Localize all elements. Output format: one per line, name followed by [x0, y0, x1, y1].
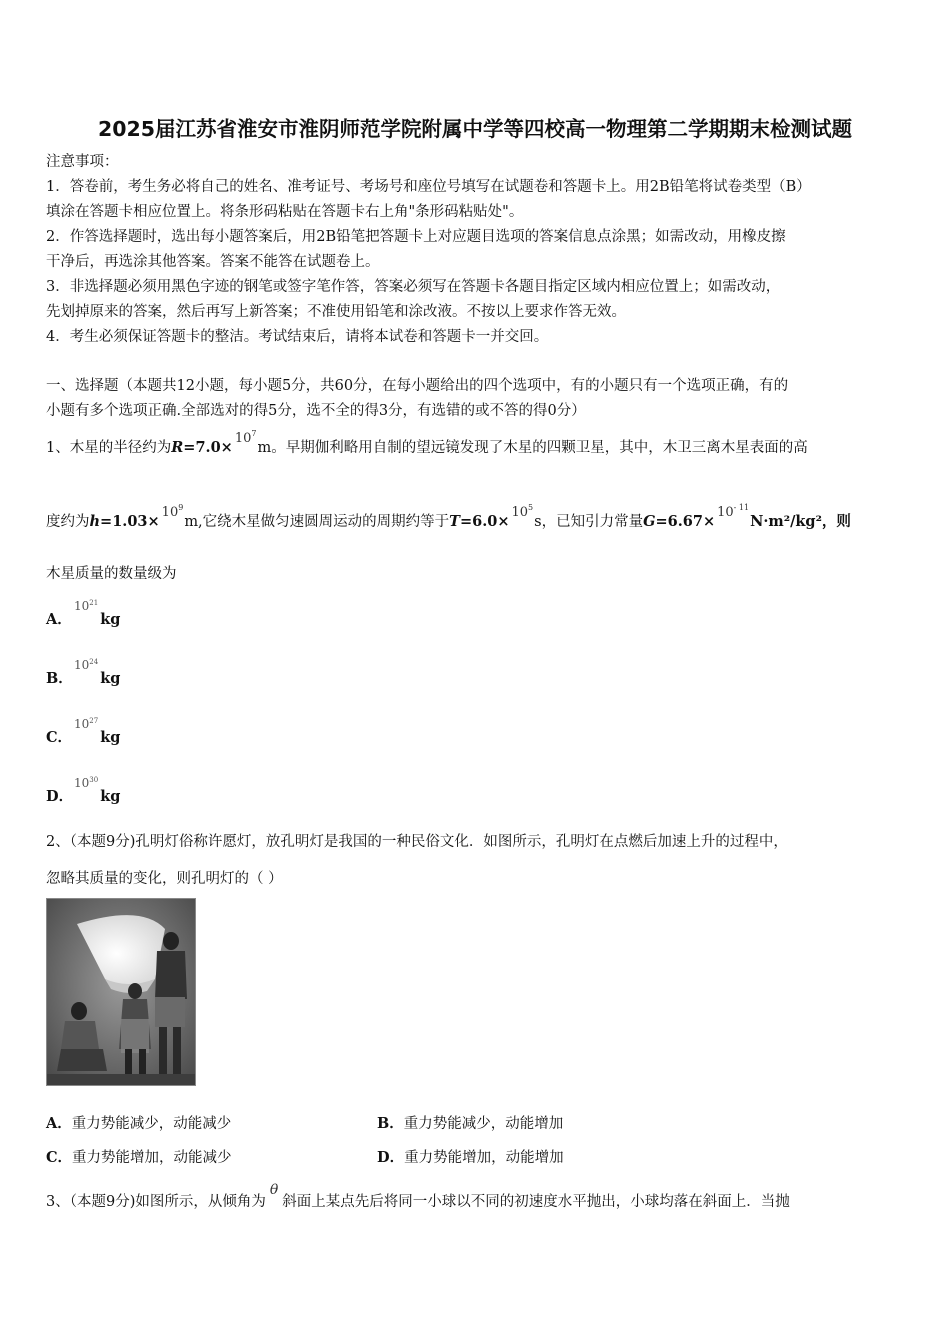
power-base: 10 [74, 717, 90, 731]
notes-line: 2．作答选择题时，选出每小题答案后，用2B铅笔把答题卡上对应题目选项的答案信息点涂黑；如需改动，用橡皮擦 [46, 229, 786, 245]
sky-lantern-illustration [47, 899, 196, 1086]
section-heading-line1: 一、选择题（本题共12小题，每小题5分，共60分，在每小题给出的四个选项中，有的小题只有一个选项正确，有的 [46, 378, 789, 394]
power-base: 10 [161, 505, 179, 520]
q1-option-c[interactable] [46, 717, 121, 747]
power-exp: 5 [528, 503, 534, 512]
option-text: 重力势能减少，动能减少 [71, 1116, 232, 1132]
notes-line: 4．考生必须保证答题卡的整洁。考试结束后，请将本试卷和答题卡一并交回。 [46, 329, 549, 345]
q1-var-g: G [643, 513, 656, 530]
q2-choice-d[interactable] [377, 1146, 564, 1167]
option-unit: kg [100, 729, 121, 746]
notes-line: 1．答卷前，考生务必将自己的姓名、准考证号、考场号和座位号填写在试题卷和答题卡上。用2B铅笔将试卷类型（B） [46, 179, 811, 195]
option-power [74, 717, 98, 731]
power-base: 10 [74, 599, 90, 613]
option-text: 重力势能减少，动能增加 [403, 1116, 564, 1132]
option-power [74, 658, 98, 672]
q2-line2: 忽略其质量的变化，则孔明灯的（ ） [46, 871, 283, 887]
option-letter: D． [46, 788, 74, 805]
q1-option-a[interactable] [46, 599, 121, 629]
q1-power [717, 505, 749, 520]
q1-option-b[interactable] [46, 658, 121, 688]
q1-num: =6.0× [459, 513, 510, 530]
notes-line: 干净后，再选涂其他答案。答案不能答在试题卷上。 [46, 254, 380, 270]
notes-line: 填涂在答题卡相应位置上。将条形码粘贴在答题卡右上角"条形码粘贴处"。 [46, 204, 524, 220]
q1-text: 度约为 [46, 514, 90, 530]
power-exp: - 11 [733, 503, 750, 512]
theta-symbol: θ [269, 1182, 279, 1198]
option-text: 重力势能增加，动能增加 [404, 1150, 564, 1166]
q1-power [512, 505, 534, 520]
power-exp: 27 [89, 717, 99, 725]
q2-choice-a[interactable] [46, 1112, 231, 1133]
q1-var-t: T [449, 513, 460, 530]
option-letter: B． [377, 1115, 404, 1132]
option-letter: B． [46, 670, 73, 687]
option-unit: kg [100, 611, 121, 628]
option-power [74, 599, 98, 613]
option-letter: A． [46, 1115, 72, 1132]
q1-line2 [46, 503, 851, 534]
sky-lantern-photo [46, 898, 196, 1086]
q1-num: =1.03× [100, 513, 160, 530]
notes-heading: 注意事项： [46, 154, 119, 170]
q2-choice-b[interactable] [377, 1112, 563, 1133]
power-exp: 21 [89, 599, 99, 607]
power-base: 10 [74, 776, 90, 790]
option-letter: D． [377, 1149, 405, 1166]
power-exp: 24 [89, 658, 99, 666]
q1-var-r: R [171, 439, 184, 456]
option-letter: C． [46, 1149, 73, 1166]
option-power [74, 776, 98, 790]
option-letter: C． [46, 729, 73, 746]
power-exp: 7 [251, 429, 257, 438]
q2-line1: 2、（本题9分)孔明灯俗称许愿灯，放孔明灯是我国的一种民俗文化．如图所示，孔明灯在点燃后加速上升的过程中， [46, 834, 788, 850]
q1-num: =7.0× [183, 439, 233, 456]
q1-var-h: h [89, 513, 101, 530]
power-base: 10 [511, 505, 529, 520]
page-title: 2025届江苏省淮安市淮阴师范学院附属中学等四校高一物理第二学期期末检测试题 [97, 117, 853, 141]
q2-choice-c[interactable] [46, 1146, 232, 1167]
q1-power [235, 431, 257, 446]
q1-line3: 木星质量的数量级为 [46, 566, 177, 582]
q1-text: m,它绕木星做匀速圆周运动的周期约等于 [184, 514, 450, 530]
q1-text: 1、木星的半径约为 [46, 440, 172, 456]
notes-line: 先划掉原来的答案，然后再写上新答案；不准使用铅笔和涂改液。不按以上要求作答无效。 [46, 304, 626, 320]
q1-unit: N·m²/kg²，则 [750, 513, 851, 530]
section-heading-line2: 小题有多个选项正确.全部选对的得5分，选不全的得3分，有选错的或不答的得0分） [46, 403, 586, 419]
power-base: 10 [717, 505, 734, 520]
option-letter: A． [46, 611, 72, 628]
q1-power [162, 505, 184, 520]
option-unit: kg [100, 788, 121, 805]
notes-line: 3．非选择题必须用黑色字迹的钢笔或签字笔作答，答案必须写在答题卡各题目指定区域内相应位置上；如需改动， [46, 279, 781, 295]
option-text: 重力势能增加，动能减少 [72, 1150, 232, 1166]
power-exp: 9 [178, 503, 184, 512]
q1-text: m。早期伽利略用自制的望远镜发现了木星的四颗卫星，其中，木卫三离木星表面的高 [257, 440, 808, 456]
q3-text: 斜面上某点先后将同一小球以不同的初速度水平抛出，小球均落在斜面上．当抛 [282, 1194, 790, 1210]
q1-option-d[interactable] [46, 776, 121, 806]
q1-num: =6.67× [655, 513, 716, 530]
q3-text: 3、（本题9分)如图所示，从倾角为 [46, 1194, 266, 1210]
q1-line1 [46, 429, 808, 460]
option-unit: kg [100, 670, 121, 687]
power-exp: 30 [89, 776, 99, 784]
q1-text: s，已知引力常量 [534, 514, 644, 530]
power-base: 10 [74, 658, 90, 672]
q3-line1 [46, 1182, 790, 1212]
power-base: 10 [234, 431, 252, 446]
